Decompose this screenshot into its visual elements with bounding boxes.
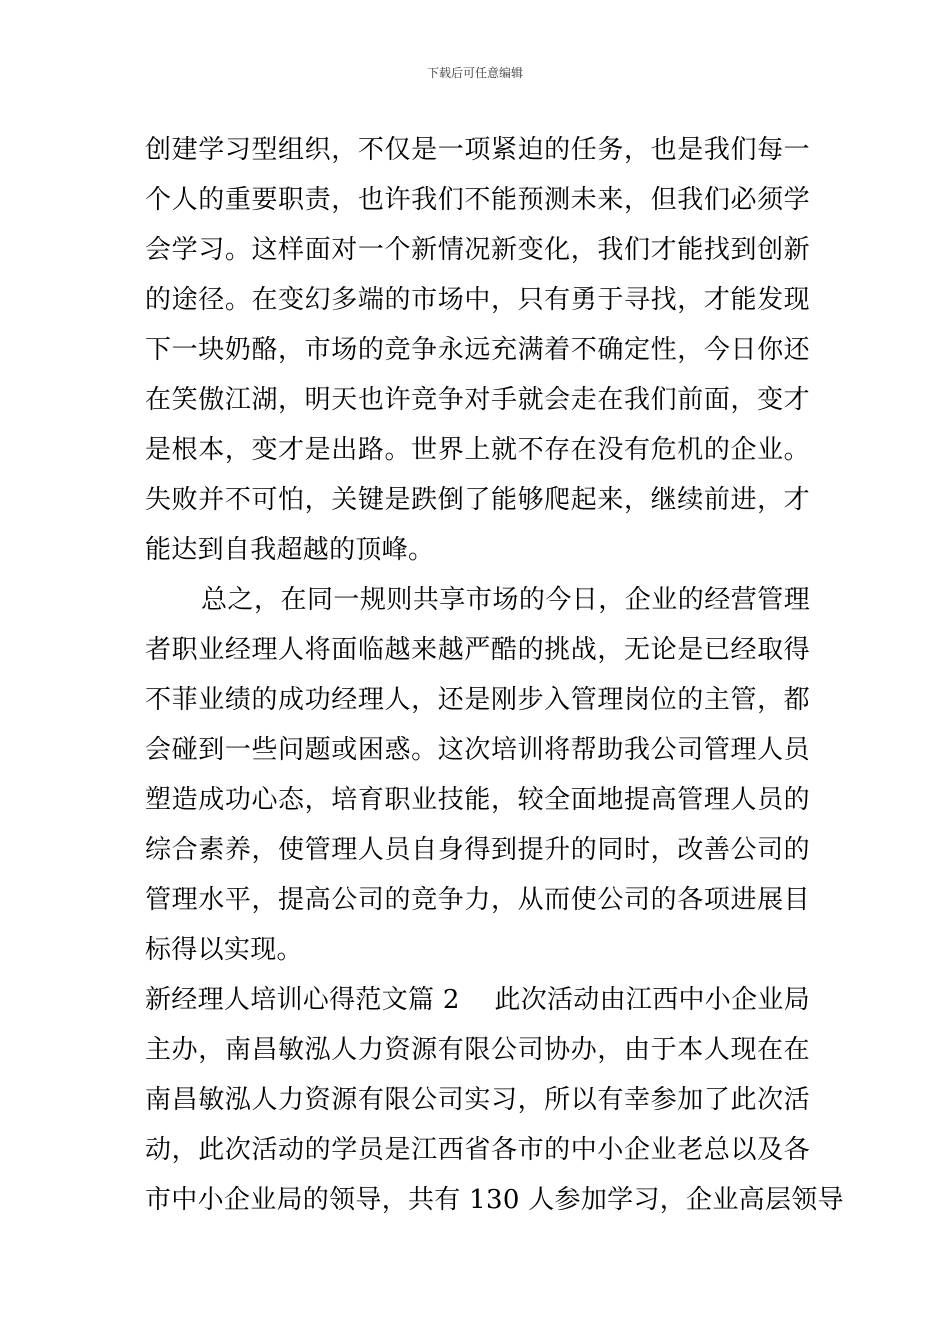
text-line: 市中小企业局的领导，共有 130 人参加学习，企业高层领导	[145, 1185, 844, 1215]
text-line: 综合素养，使管理人员自身得到提升的同时，改善公司的	[145, 835, 810, 865]
text-line: 南昌敏泓人力资源有限公司实习，所以有幸参加了此次活	[145, 1085, 810, 1115]
text-line: 动，此次活动的学员是江西省各市的中小企业老总以及各	[145, 1135, 810, 1165]
document-body	[145, 125, 844, 1225]
text-line: 会学习。这样面对一个新情况新变化，我们才能找到创新	[145, 235, 810, 265]
text-line: 失败并不可怕，关键是跌倒了能够爬起来，继续前进，才	[145, 485, 810, 515]
section-heading-line	[145, 975, 810, 1025]
text-line: 个人的重要职责，也许我们不能预测未来，但我们必须学	[145, 185, 810, 215]
section-first-text: 此次活动由江西中小企业局	[494, 985, 810, 1015]
text-line: 创建学习型组织，不仅是一项紧迫的任务，也是我们每一	[145, 135, 810, 165]
section-2	[145, 975, 844, 1225]
paragraph-1	[145, 125, 810, 575]
text-line: 是根本，变才是出路。世界上就不存在没有危机的企业。	[145, 435, 810, 465]
text-line: 管理水平，提高公司的竞争力，从而使公司的各项进展目	[145, 885, 810, 915]
text-line: 主办，南昌敏泓人力资源有限公司协办，由于本人现在在	[145, 1035, 810, 1065]
text-line: 能达到自我超越的顶峰。	[145, 535, 435, 565]
text-line: 不菲业绩的成功经理人，还是刚步入管理岗位的主管，都	[145, 685, 810, 715]
text-line: 塑造成功心态，培育职业技能，较全面地提高管理人员的	[145, 785, 810, 815]
text-line: 者职业经理人将面临越来越严酷的挑战，无论是已经取得	[145, 635, 810, 665]
section-title: 新经理人培训心得范文篇 2	[145, 985, 460, 1015]
paragraph-2	[145, 575, 810, 975]
page-header: 下载后可任意编辑	[426, 66, 523, 80]
text-line: 下一块奶酪，市场的竞争永远充满着不确定性，今日你还	[145, 335, 810, 365]
text-line: 的途径。在变幻多端的市场中，只有勇于寻找，才能发现	[145, 285, 810, 315]
text-line: 总之，在同一规则共享市场的今日，企业的经营管理	[201, 585, 810, 615]
text-line: 在笑傲江湖，明天也许竞争对手就会走在我们前面，变才	[145, 385, 810, 415]
text-line: 标得以实现。	[145, 935, 303, 965]
text-line: 会碰到一些问题或困惑。这次培训将帮助我公司管理人员	[145, 735, 810, 765]
